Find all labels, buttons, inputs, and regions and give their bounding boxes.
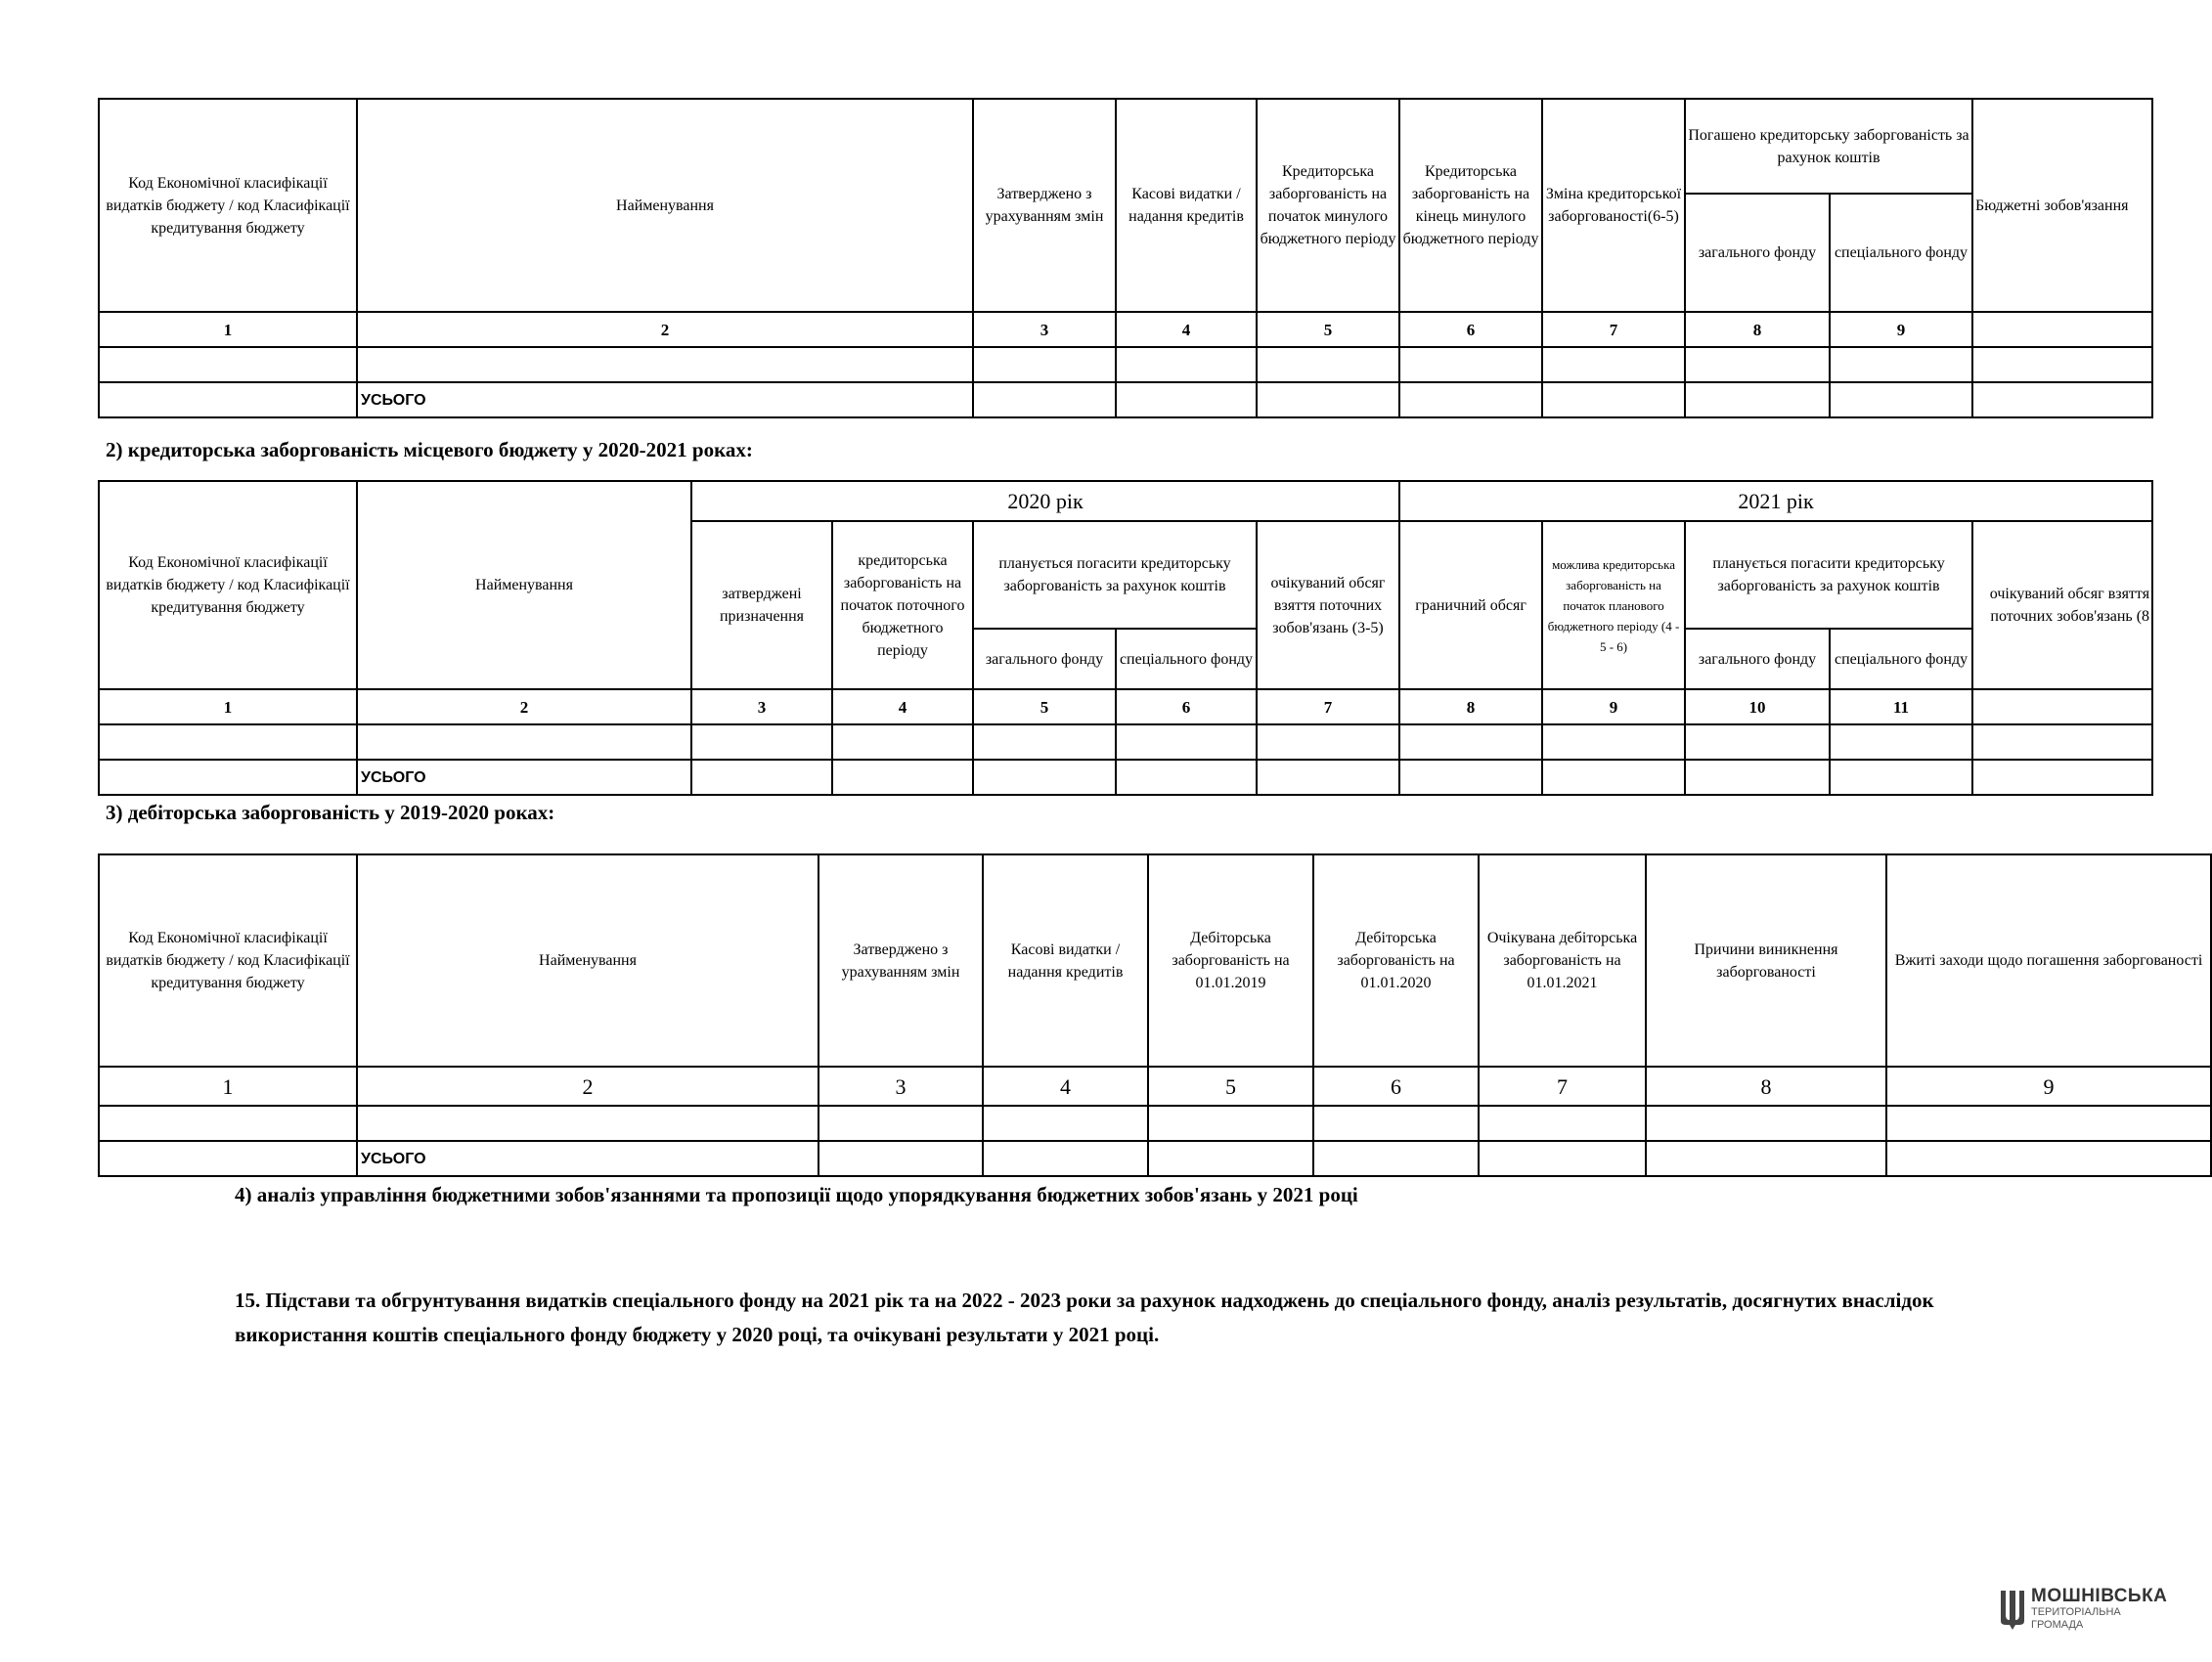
approved-header: Затверджено з урахуванням змін — [973, 99, 1116, 312]
col-number-5: 5 — [1148, 1067, 1313, 1106]
col-number-9: 9 — [1542, 689, 1685, 724]
trident-icon — [1998, 1588, 2027, 1631]
logo-line-2: ТЕРИТОРІАЛЬНА — [2031, 1606, 2121, 1618]
col-number-11: 11 — [1830, 689, 1972, 724]
creditors-start-header: Кредиторська заборгованість на початок минулого бюджетного періоду — [1257, 99, 1399, 312]
code-header: Код Економічної класифікації видатків бюджету / код Класифікації кредитування бюджету — [99, 854, 357, 1067]
debt-2019-header: Дебіторська заборгованість на 01.01.2019 — [1148, 854, 1313, 1067]
approved-header: Затверджено з урахуванням змін — [818, 854, 983, 1067]
debt-2021-header: Очікувана дебіторська заборгованість на 01.01.2021 — [1479, 854, 1646, 1067]
col-number-1: 1 — [99, 689, 357, 724]
table-row — [99, 1106, 2211, 1141]
col-number-10 — [1972, 312, 2152, 347]
expected-obligations-header: очікуваний обсяг взяття поточних зобов'язань (3-5) — [1257, 521, 1399, 689]
col-number-2: 2 — [357, 312, 973, 347]
col-number-5: 5 — [1257, 312, 1399, 347]
total-label: УСЬОГО — [357, 382, 973, 417]
col-number-7: 7 — [1479, 1067, 1646, 1106]
col-number-12 — [1972, 689, 2152, 724]
budget-obligations-header: Бюджетні зобов'язання — [1972, 99, 2152, 312]
total-label: УСЬОГО — [357, 760, 691, 795]
reasons-header: Причини виникнення заборгованості — [1646, 854, 1886, 1067]
table-row — [99, 347, 2152, 382]
creditors-2020-2021-table-wrapper — [98, 480, 2150, 803]
plan-repay-header-2020: планується погасити кредиторську заборгованість за рахунок коштів — [973, 521, 1257, 629]
col-number-8: 8 — [1646, 1067, 1886, 1106]
section-15-paragraph: 15. Підстави та обгрунтування видатків спеціального фонду на 2021 рік та на 2022 - 2023 роки за рахунок надходжень до спеціального фонду, аналіз результатів, досягнутих внаслідок використання коштів спеціального фонду бюджету у 2020 році, та очікувані результати у 2021 році. — [235, 1289, 1934, 1346]
col-number-8: 8 — [1399, 689, 1542, 724]
cash-header: Касові видатки / надання кредитів — [983, 854, 1148, 1067]
community-logo — [1998, 1584, 2168, 1635]
col-number-6: 6 — [1399, 312, 1542, 347]
plan-repay-header-2021: планується погасити кредиторську заборгованість за рахунок коштів — [1685, 521, 1972, 629]
name-header: Найменування — [357, 481, 691, 689]
heading-debtors-2019-2020: 3) дебіторська заборгованість у 2019-2020 роках: — [106, 801, 555, 824]
col-number-9: 9 — [1886, 1067, 2211, 1106]
approved-header: затверджені призначення — [691, 521, 832, 689]
special-fund-header: спеціального фонду — [1830, 194, 1972, 312]
possible-creditors-header: можлива кредиторська заборгованість на початок планового бюджетного періоду (4 - 5 - 6) — [1542, 521, 1685, 689]
col-number-4: 4 — [832, 689, 973, 724]
col-number-2: 2 — [357, 689, 691, 724]
code-header: Код Економічної класифікації видатків бюджету / код Класифікації кредитування бюджету — [99, 99, 357, 312]
measures-header: Вжиті заходи щодо погашення заборгованості — [1886, 854, 2211, 1067]
cash-header: Касові видатки / надання кредитів — [1116, 99, 1257, 312]
creditors-start-header: кредиторська заборгованість на початок поточного бюджетного періоду — [832, 521, 973, 689]
logo-line-3: ГРОМАДА — [2031, 1619, 2084, 1631]
general-fund-header-2021: загального фонду — [1685, 629, 1830, 689]
change-header: Зміна кредиторської заборгованості(6-5) — [1542, 99, 1685, 312]
debt-2020-header: Дебіторська заборгованість на 01.01.2020 — [1313, 854, 1479, 1067]
limit-header: граничний обсяг — [1399, 521, 1542, 689]
col-number-10: 10 — [1685, 689, 1830, 724]
logo-subtitle — [2031, 1606, 2121, 1632]
col-number-5: 5 — [973, 689, 1116, 724]
creditors-end-header: Кредиторська заборгованість на кінець минулого бюджетного періоду — [1399, 99, 1542, 312]
col-number-3: 3 — [691, 689, 832, 724]
col-number-7: 7 — [1542, 312, 1685, 347]
debtors-table — [98, 853, 2212, 1177]
heading-obligations-analysis: 4) аналіз управління бюджетними зобов'язаннями та пропозиції щодо упорядкування бюджетних зобов'язань у 2021 році — [235, 1183, 1358, 1206]
col-number-1: 1 — [99, 312, 357, 347]
logo-title: МОШНІВСЬКА — [2031, 1586, 2168, 1606]
general-fund-header: загального фонду — [1685, 194, 1830, 312]
col-number-3: 3 — [973, 312, 1116, 347]
special-fund-header-2021: спеціального фонду — [1830, 629, 1972, 689]
total-row — [99, 1141, 2211, 1176]
code-header: Код Економічної класифікації видатків бюджету / код Класифікації кредитування бюджету — [99, 481, 357, 689]
col-number-7: 7 — [1257, 689, 1399, 724]
total-row — [99, 760, 2152, 795]
repaid-group-header: Погашено кредиторську заборгованість за рахунок коштів — [1685, 99, 1972, 194]
total-row — [99, 382, 2152, 417]
special-fund-header-2020: спеціального фонду — [1116, 629, 1257, 689]
year-2021-header: 2021 рік — [1399, 481, 2152, 521]
general-fund-header-2020: загального фонду — [973, 629, 1116, 689]
col-number-6: 6 — [1313, 1067, 1479, 1106]
total-label: УСЬОГО — [357, 1141, 818, 1176]
year-2020-header: 2020 рік — [691, 481, 1399, 521]
creditors-previous-period-table-wrapper — [98, 98, 2129, 420]
col-number-8: 8 — [1685, 312, 1830, 347]
col-number-3: 3 — [818, 1067, 983, 1106]
col-number-4: 4 — [1116, 312, 1257, 347]
heading-creditors-2020-2021: 2) кредиторська заборгованість місцевого бюджету у 2020-2021 роках: — [106, 438, 753, 461]
name-header: Найменування — [357, 854, 818, 1067]
debtors-table-wrapper — [98, 853, 2203, 1181]
creditors-2020-2021-table — [98, 480, 2153, 796]
col-number-6: 6 — [1116, 689, 1257, 724]
name-header: Найменування — [357, 99, 973, 312]
expected-obligations-2021-header: очікуваний обсяг взяття поточних зобов'язань (8 — [1972, 521, 2152, 689]
col-number-4: 4 — [983, 1067, 1148, 1106]
col-number-1: 1 — [99, 1067, 357, 1106]
table-row — [99, 724, 2152, 760]
creditors-previous-period-table — [98, 98, 2153, 418]
col-number-2: 2 — [357, 1067, 818, 1106]
col-number-9: 9 — [1830, 312, 1972, 347]
